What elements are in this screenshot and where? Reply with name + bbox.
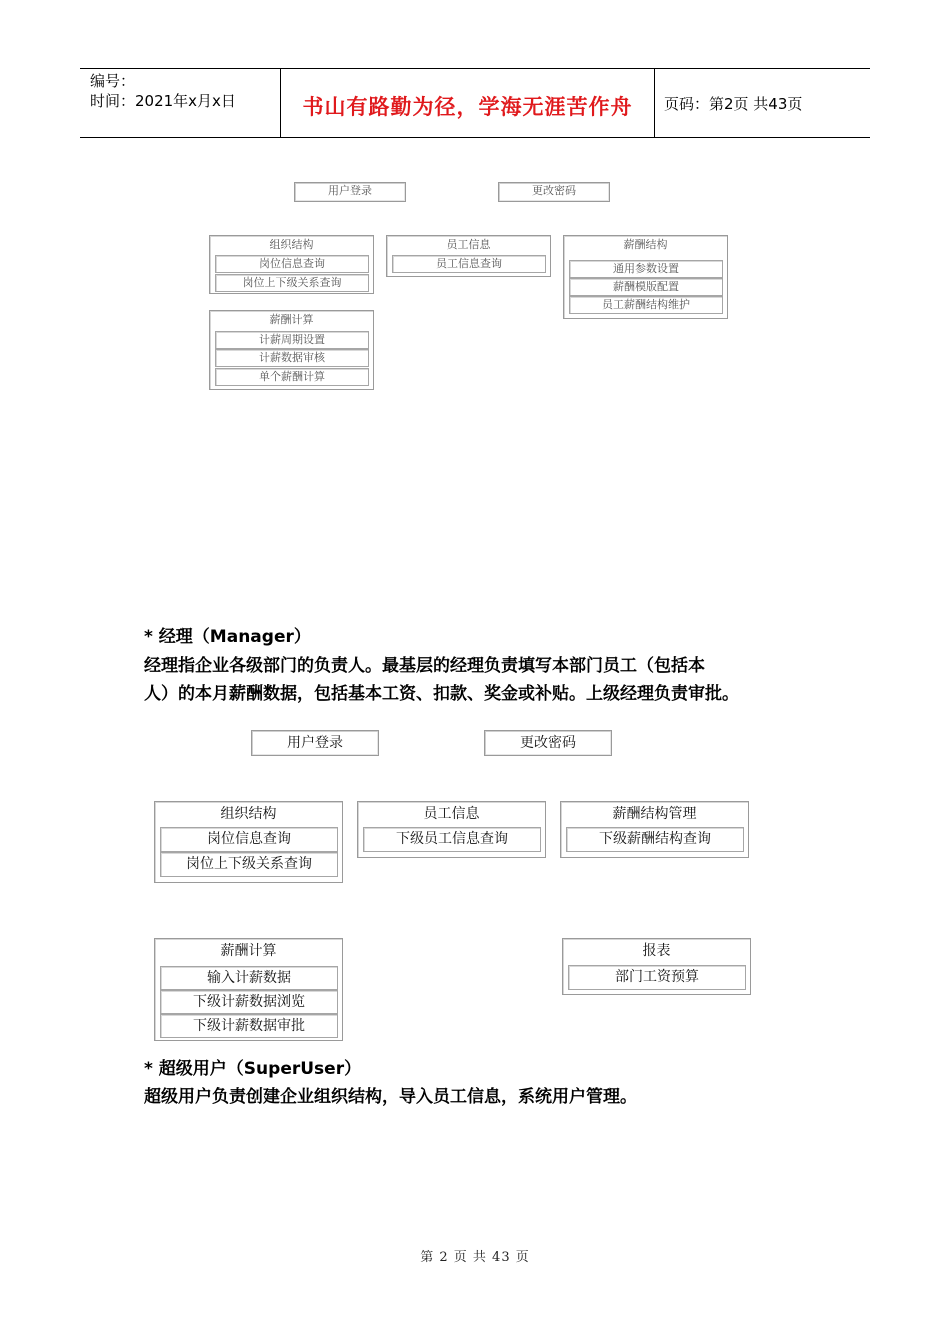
staff-group-title: 员工信息 <box>423 806 480 822</box>
org-group <box>209 235 374 294</box>
salary-mgmt-item: 下级薪酬结构查询 <box>566 827 744 852</box>
salary-calc-item: 单个薪酬计算 <box>215 368 369 386</box>
motto-text: 书山有路勤为径，学海无涯苦作舟 <box>302 95 633 119</box>
org-item: 岗位上下级关系查询 <box>215 274 369 292</box>
salary-calc-group <box>209 310 374 390</box>
salary-calc-item: 输入计薪数据 <box>160 966 338 990</box>
report-item: 部门工资预算 <box>568 965 746 990</box>
salary-structure-item: 员工薪酬结构维护 <box>569 296 723 314</box>
salary-calc-group <box>154 938 343 1041</box>
salary-structure-item: 通用参数设置 <box>569 260 723 278</box>
staff-item: 员工信息查询 <box>392 255 546 273</box>
org-item: 岗位信息查询 <box>160 827 338 852</box>
org-group-title: 组织结构 <box>220 806 277 822</box>
salary-calc-item: 下级计薪数据审批 <box>160 1014 338 1038</box>
salary-calc-item: 计薪周期设置 <box>215 331 369 349</box>
salary-structure-title: 薪酬结构 <box>623 238 668 251</box>
superuser-paragraph: 超级用户负责创建企业组织结构，导入员工信息，系统用户管理。 <box>144 1087 637 1107</box>
salary-calc-title: 薪酬计算 <box>269 313 314 326</box>
org-group <box>154 801 343 883</box>
report-title: 报表 <box>642 943 671 959</box>
salary-calc-title: 薪酬计算 <box>220 943 277 959</box>
org-item: 岗位信息查询 <box>215 255 369 273</box>
page-info: 页码：第2页 共43页 <box>664 95 803 113</box>
manager-paragraph-line2: 人）的本月薪酬数据，包括基本工资、扣款、奖金或补贴。上级经理负责审批。 <box>144 684 739 704</box>
staff-item: 下级员工信息查询 <box>363 827 541 852</box>
login-button: 用户登录 <box>251 730 379 756</box>
salary-structure-item: 薪酬模版配置 <box>569 278 723 296</box>
manager-paragraph-line1: 经理指企业各级部门的负责人。最基层的经理负责填写本部门员工（包括本 <box>144 656 705 676</box>
change-password-button: 更改密码 <box>484 730 612 756</box>
salary-calc-item: 下级计薪数据浏览 <box>160 990 338 1014</box>
manager-heading: * 经理（Manager） <box>144 627 311 647</box>
time-label: 时间：2021年x月x日 <box>90 92 236 110</box>
page-footer: 第 2 页 共 43 页 <box>420 1250 530 1265</box>
salary-mgmt-group <box>560 801 749 858</box>
staff-group <box>386 235 551 277</box>
superuser-heading: * 超级用户（SuperUser） <box>144 1059 362 1079</box>
org-group-title: 组织结构 <box>269 238 314 251</box>
salary-calc-item: 计薪数据审核 <box>215 349 369 367</box>
org-item: 岗位上下级关系查询 <box>160 852 338 877</box>
staff-group <box>357 801 546 858</box>
report-group <box>562 938 751 995</box>
header-meta-cell <box>80 69 281 137</box>
salary-structure-group <box>563 235 728 319</box>
salary-mgmt-title: 薪酬结构管理 <box>612 806 697 822</box>
change-password-button: 更改密码 <box>498 182 610 202</box>
header-page-cell <box>655 69 870 137</box>
document-header <box>80 68 870 138</box>
login-button: 用户登录 <box>294 182 406 202</box>
header-motto-cell <box>281 69 655 137</box>
staff-group-title: 员工信息 <box>446 238 491 251</box>
number-label: 编号： <box>90 72 136 90</box>
